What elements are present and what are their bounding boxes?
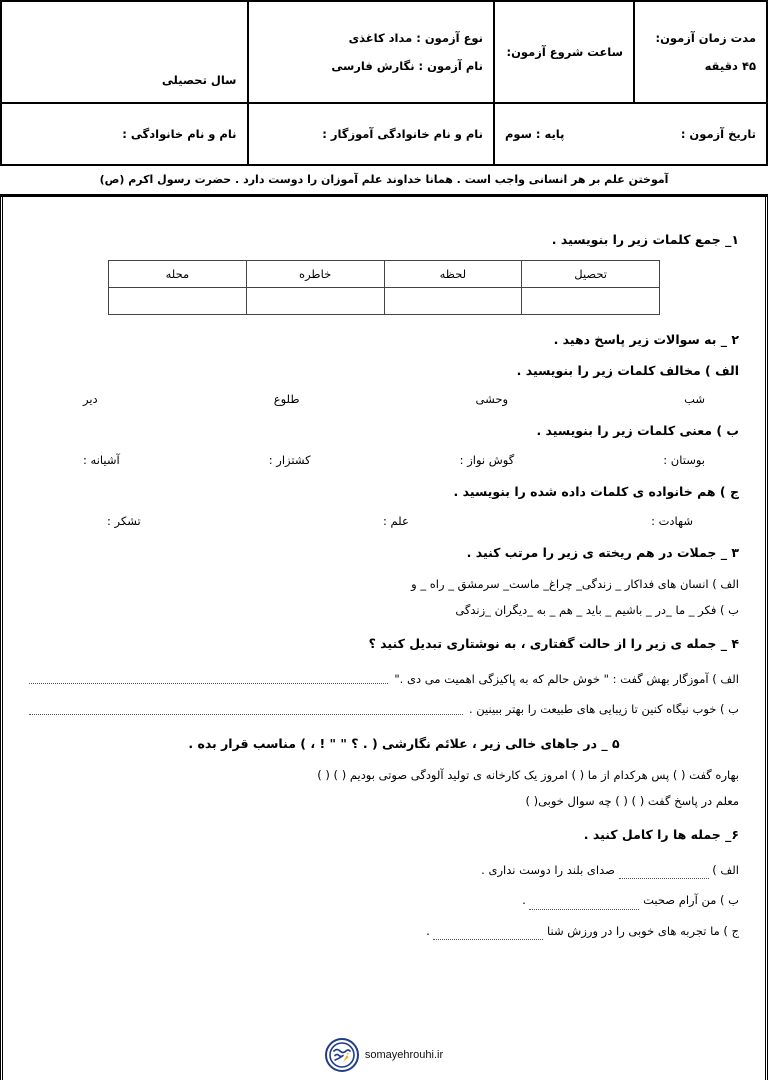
footer-watermark — [3, 1038, 765, 1072]
question-3b-text: ب ) فکر _ ما _در _ باشیم _ باید _ هم _ به _دیگران _زندگی — [455, 602, 739, 617]
question-4b-text: ب ) خوب نیگاه کنین تا زیبایی های طبیعت را بهتر ببینین . — [468, 702, 739, 717]
question-4a-answer-line[interactable] — [29, 683, 388, 684]
q1-answer-cell-0[interactable] — [522, 287, 660, 314]
q1-header-cell-2: خاطره — [246, 260, 384, 287]
question-2-title: ۲ _ به سوالات زیر پاسخ دهید . — [553, 331, 739, 347]
question-6b-row — [29, 891, 739, 909]
question-4b-answer-line[interactable] — [29, 714, 463, 715]
question-6-title: ۶_ جمله ها را کامل کنید . — [583, 827, 739, 843]
exam-type-label: نوع آزمون : مداد کاغذی — [348, 31, 483, 45]
question-6b-prefix: ب ) من آرام صحبت — [643, 893, 739, 908]
teacher-name-cell — [248, 103, 494, 165]
q1-answer-cell-3[interactable] — [109, 287, 247, 314]
question-2a-title: الف ) مخالف کلمات زیر را بنویسید . — [516, 362, 739, 378]
question-6c-blank[interactable] — [433, 939, 543, 940]
question-6c-prefix: ج ) ما تجربه های خوبی را در ورزش شنا — [547, 923, 739, 938]
question-4b-row — [29, 700, 739, 718]
q2b-word-3: آشیانه : — [83, 453, 120, 467]
exam-body — [3, 197, 765, 1080]
question-6b-blank[interactable] — [529, 909, 639, 910]
question-6a-prefix: الف ) — [712, 863, 739, 878]
teacher-name-label: نام و نام خانوادگی آموزگار : — [322, 127, 483, 141]
q2b-word-1: گوش نواز : — [459, 453, 515, 467]
exam-date-label: تاریخ آزمون : — [680, 127, 756, 141]
q2c-word-1: علم : — [382, 513, 409, 528]
q2c-word-0: شهادت : — [651, 513, 693, 528]
question-5-title: ۵ _ در جاهای خالی زیر ، علائم نگارشی ( . ؟ " " ! ، ) مناسب قرار بده . — [188, 735, 620, 751]
question-2c-title: ج ) هم خانواده ی کلمات داده شده را بنویسید . — [453, 484, 739, 499]
duration-value: ۴۵ دقیقه — [704, 59, 756, 73]
q1-answer-cell-2[interactable] — [246, 287, 384, 314]
question-4a-row — [29, 670, 739, 688]
exam-meta-cell — [248, 1, 494, 103]
question-6a-blank[interactable] — [619, 878, 709, 879]
student-name-cell — [1, 103, 248, 165]
question-5b-text: معلم در پاسخ گفت ( ) ( ) چه سوال خوبی( ) — [525, 793, 739, 808]
academic-year-label: سال تحصیلی — [161, 73, 237, 87]
hadith-banner — [0, 166, 768, 197]
question-3-title: ۳ _ جملات در هم ریخته ی زیر را مرتب کنید . — [466, 544, 739, 560]
q2a-word-0: شب — [684, 392, 705, 407]
q2b-word-0: بوستان : — [663, 453, 705, 467]
question-6c-row — [29, 922, 739, 940]
table-row — [109, 287, 660, 314]
exam-name-label: نام آزمون : نگارش فارسی — [331, 59, 483, 73]
q2a-word-1: وحشی — [475, 392, 509, 407]
question-6b-suffix: . — [522, 893, 526, 908]
q2a-word-2: طلوع — [273, 392, 300, 407]
question-3a-text: الف ) انسان های فداکار _ زندگی_ چراغ_ ماست_ سرمشق _ راه _ و — [411, 576, 739, 591]
duration-label: مدت زمان آزمون: — [655, 31, 756, 45]
header-row-2 — [1, 103, 767, 165]
question-6a-row — [29, 861, 739, 879]
hadith-text: آموختن علم بر هر انسانی واجب است . همانا خداوند علم آموزان را دوست دارد . حضرت رسول اکرم (ص) — [99, 173, 669, 186]
date-grade-cell — [494, 103, 767, 165]
exam-body-frame — [0, 197, 768, 1080]
question-4a-text: الف ) آموزگار بهش گفت : " خوش حالم که به پاکیزگی اهمیت می دی ." — [394, 672, 739, 687]
q2a-word-3: دیر — [83, 392, 98, 407]
q2c-word-2: تشکر : — [107, 513, 141, 528]
header-row-1 — [1, 1, 767, 103]
q1-answer-cell-1[interactable] — [384, 287, 522, 314]
q1-header-cell-1: لحظه — [384, 260, 522, 287]
question-2a-words — [29, 392, 739, 406]
question-6a-suffix: صدای بلند را دوست نداری . — [481, 863, 615, 878]
start-time-label: ساعت شروع آزمون: — [506, 45, 623, 59]
q1-header-cell-0: تحصیل — [522, 260, 660, 287]
question-5a-text: بهاره گفت ( ) پس هرکدام از ما ( ) امروز یک کارخانه ی تولید آلودگی صوتی بودیم ( ) ( ) — [317, 767, 739, 782]
question-1-table — [108, 260, 660, 315]
academic-year-cell — [1, 1, 248, 103]
question-2c-words — [29, 514, 739, 528]
question-4-title: ۴ _ جمله ی زیر را از حالت گفتاری ، به نوشتاری تبدیل کنید ؟ — [368, 636, 739, 652]
start-time-cell — [494, 1, 634, 103]
q1-header-cell-3: محله — [109, 260, 247, 287]
grade-label: پایه : سوم — [504, 127, 565, 141]
duration-cell — [634, 1, 767, 103]
exam-header-table — [0, 0, 768, 166]
question-2b-words — [29, 453, 739, 467]
q2b-word-2: کشتزار : — [268, 453, 311, 467]
question-1-title: ۱_ جمع کلمات زیر را بنویسید . — [551, 232, 739, 247]
question-6c-suffix: . — [426, 923, 430, 938]
question-2b-title: ب ) معنی کلمات زیر را بنویسید . — [536, 423, 739, 439]
footer-site-label: somayehrouhi.ir — [364, 1049, 444, 1061]
somayeh-rouhi-logo-icon — [325, 1038, 359, 1072]
table-row — [109, 260, 660, 287]
student-name-label: نام و نام خانوادگی : — [122, 127, 237, 141]
